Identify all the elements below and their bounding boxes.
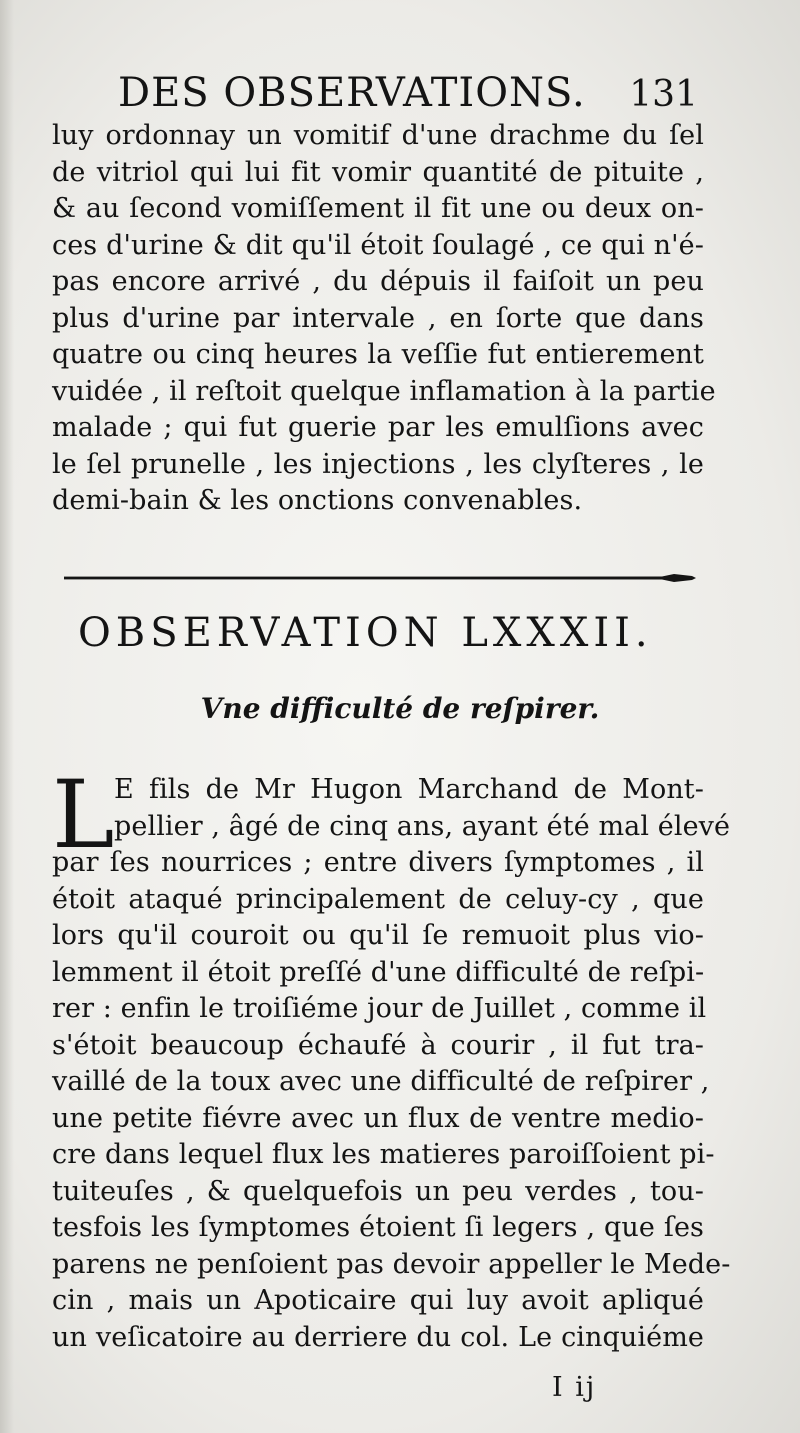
drop-cap: L <box>52 761 115 870</box>
text-line: une petite fiévre avec un flux de ventre medio- <box>52 1102 704 1134</box>
text-line: pas encore arrivé , du dépuis il faiſoit un peu <box>52 266 704 297</box>
text-line: lors qu'il couroit ou qu'il ſe remuoit plus vio- <box>52 920 704 951</box>
text-line: malade ; qui fut guerie par les emulſions avec <box>52 412 704 443</box>
continued-paragraph <box>52 118 716 520</box>
text-line: ces d'urine & dit qu'il étoit ſoulagé , ce qui n'é- <box>52 229 704 261</box>
text-line: vuidée , il reſtoit quelque inflamation à la partie <box>52 375 716 407</box>
text-line: parens ne penſoient pas devoir appeller le Mede- <box>52 1248 731 1280</box>
text-line: plus d'urine par intervale , en ſorte que dans <box>52 302 704 334</box>
text-line: cin , mais un Apoticaire qui luy avoit apliqué <box>52 1285 704 1316</box>
signature-mark: I ij <box>552 1372 597 1403</box>
text-line: étoit ataqué principalement de celuy-cy , que <box>52 883 704 915</box>
text-line: de vitriol qui lui fit vomir quantité de pituite , <box>52 156 704 188</box>
text-line: tesfois les ſymptomes étoient ſi legers , que ſes <box>52 1212 704 1243</box>
text-line: & au ſecond vomiſſement il fit une ou deux on- <box>52 193 704 224</box>
text-line: E fils de Mr Hugon Marchand de Mont- <box>114 774 704 805</box>
text-line: vaillé de la toux avec une difficulté de reſpirer , <box>52 1066 710 1097</box>
text-line: le ſel prunelle , les injections , les clyſteres , le <box>52 448 704 480</box>
observation-paragraph <box>52 761 731 1356</box>
text-line: un veſicatoire au derriere du col. Le cinquiéme <box>52 1321 704 1353</box>
text-line: s'étoit beaucoup échaufé à courir , il fut tra- <box>52 1029 704 1061</box>
page-number: 131 <box>629 74 698 115</box>
text-line: luy ordonnay un vomitif d'une drachme du ſel <box>52 120 704 151</box>
page-header <box>118 70 698 120</box>
text-line: tuiteuſes , & quelquefois un peu verdes , tou- <box>52 1175 704 1207</box>
running-title: DES OBSERVATIONS. <box>118 70 586 116</box>
text-line: par ſes nourrices ; entre divers ſymptomes , il <box>52 847 704 878</box>
observation-subtitle: Vne difficulté de reſpirer. <box>200 692 600 725</box>
text-line: demi-bain & les onctions convenables. <box>52 485 583 516</box>
text-line: cre dans lequel flux les matieres paroiſſoient pi- <box>52 1139 715 1170</box>
text-line: rer : enfin le troiſiéme jour de Juillet , comme il <box>52 993 707 1024</box>
observation-title: OBSERVATION LXXXII. <box>78 610 653 656</box>
section-divider-rule <box>62 570 696 586</box>
text-line: quatre ou cinq heures la veſſie fut entierement <box>52 339 704 370</box>
text-line: pellier , âgé de cinq ans, ayant été mal élevé <box>114 810 731 842</box>
text-line: lemment il étoit preſſé d'une difficulté de reſpi- <box>52 956 705 988</box>
